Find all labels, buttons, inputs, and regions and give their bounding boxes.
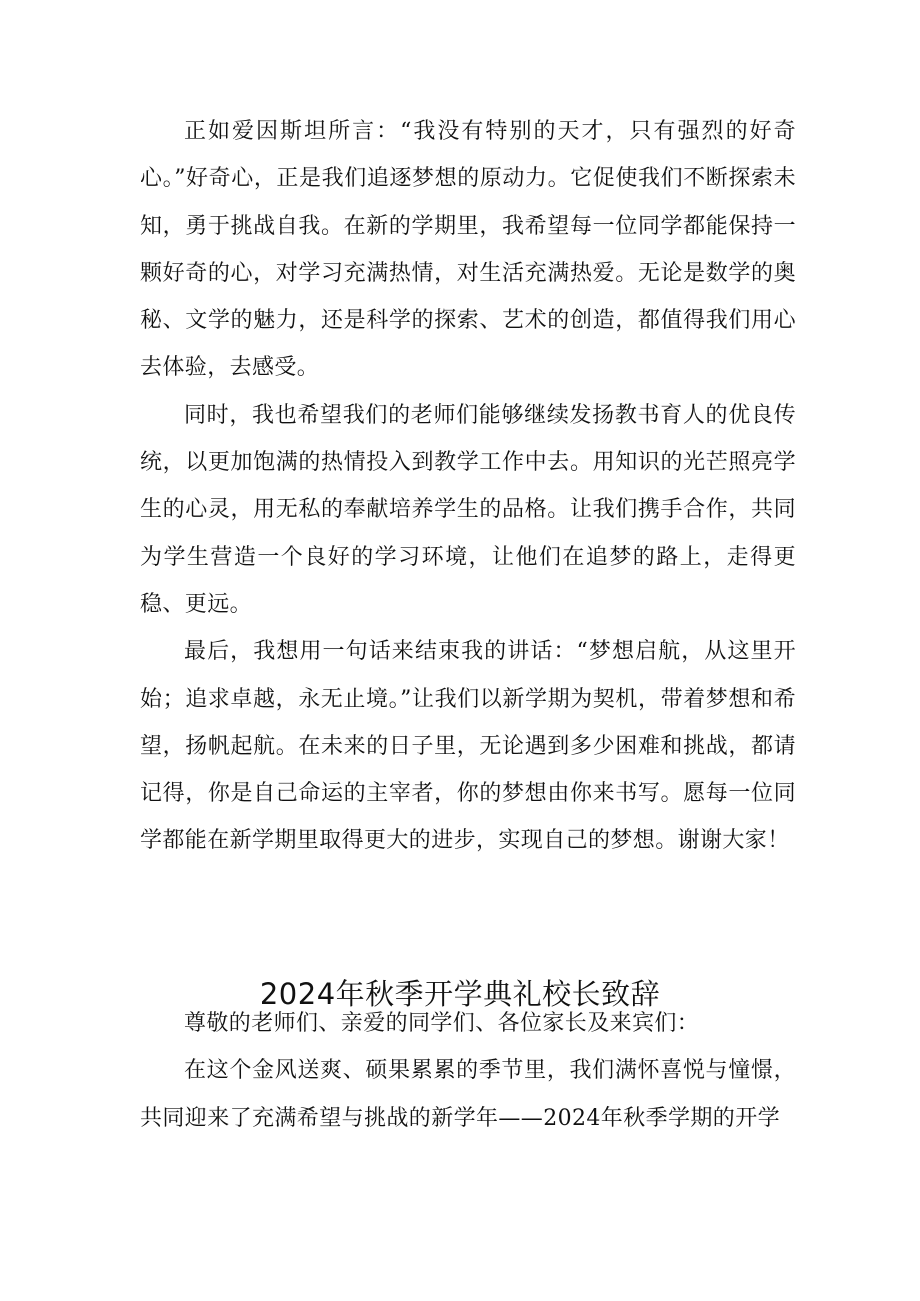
speech-title: 2024年秋季开学典礼校长致辞 (259, 977, 661, 1011)
paragraph-teachers: 同时，我也希望我们的老师们能够继续发扬教书育人的优良传统，以更加饱满的热情投入到教学工作中去。用知识的光芒照亮学生的心灵，用无私的奉献培养学生的品格。让我们携手合作，共同为学生营造一个良好的学习环境，让他们在追梦的路上，走得更稳、更远。 (140, 402, 796, 617)
paragraph-closing: 最后，我想用一句话来结束我的讲话：“梦想启航，从这里开始；追求卓越，永无止境。”让我们以新学期为契机，带着梦想和希望，扬帆起航。在未来的日子里，无论遇到多少困难和挑战，都请记得，你是自己命运的主宰者，你的梦想由你来书写。愿每一位同学都能在新学期里取得更大的进步，实现自己的梦想。谢谢大家！ (140, 639, 796, 854)
speech-body-next (140, 1000, 796, 1142)
paragraph-curiosity: 正如爱因斯坦所言：“我没有特别的天才，只有强烈的好奇心。”好奇心，正是我们追逐梦想的原动力。它促使我们不断探索未知，勇于挑战自我。在新的学期里，我希望每一位同学都能保持一颗好奇的心，对学习充满热情，对生活充满热爱。无论是数学的奥秘、文学的魅力，还是科学的探索、艺术的创造，都值得我们用心去体验，去感受。 (140, 119, 796, 381)
paragraph-opening: 在这个金风送爽、硕果累累的季节里，我们满怀喜悦与憧憬，共同迎来了充满希望与挑战的新学年——2024年秋季学期的开学 (140, 1058, 796, 1131)
speech-body-previous (140, 108, 796, 865)
paragraph-salutation: 尊敬的老师们、亲爱的同学们、各位家长及来宾们： (184, 1011, 700, 1036)
